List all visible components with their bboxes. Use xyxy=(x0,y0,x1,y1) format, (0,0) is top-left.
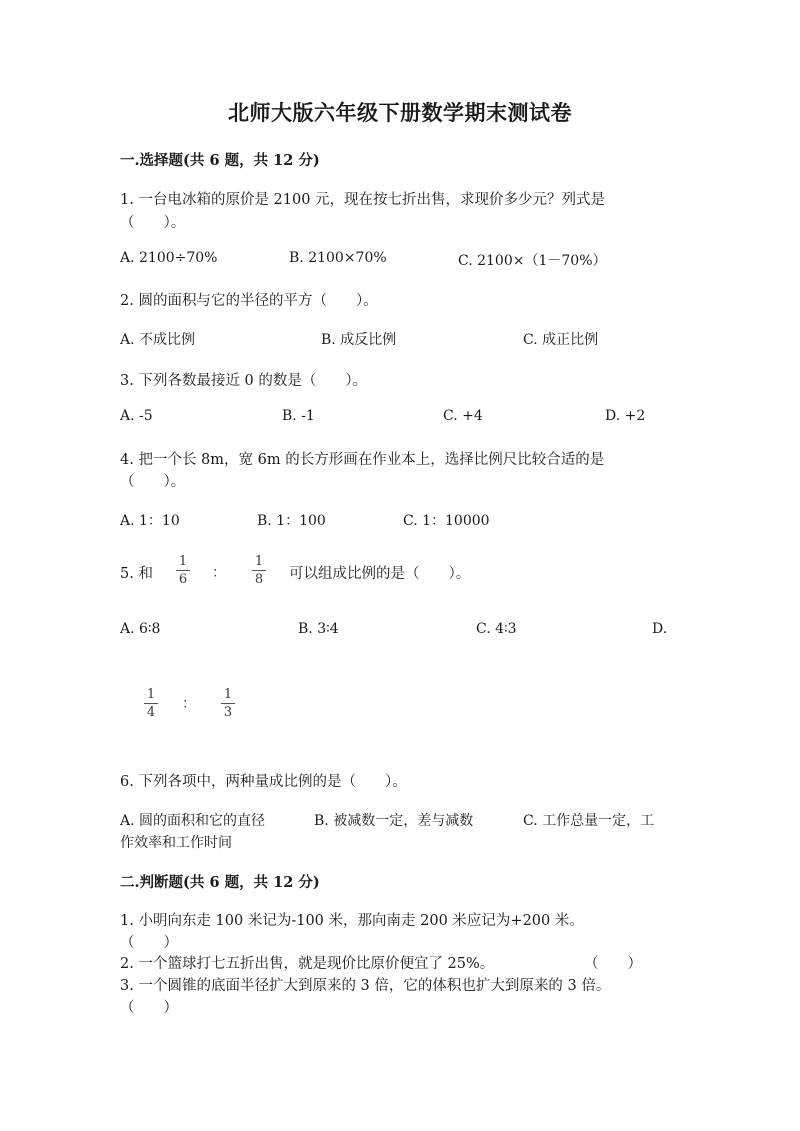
question-1-option-a: A. 2100÷70% xyxy=(120,250,218,266)
question-3-option-a: A. -5 xyxy=(120,408,153,424)
fraction-denominator: 3 xyxy=(223,705,233,720)
question-3-option-d: D. +2 xyxy=(605,408,646,424)
question-5-option-c: C. 4∶3 xyxy=(476,621,517,637)
fraction-denominator: 6 xyxy=(178,572,188,587)
question-1-option-b: B. 2100×70% xyxy=(289,250,387,266)
question-5-option-d: D. xyxy=(652,621,668,637)
fraction-bar xyxy=(252,570,266,571)
judgement-2-text: 2. 一个篮球打七五折出售，就是现价比原价便宜了 25%。 xyxy=(120,956,495,972)
question-4-line-2: （ ）。 xyxy=(120,474,186,490)
question-6-option-c: C. 工作总量一定，工 xyxy=(523,813,655,829)
question-6-text: 6. 下列各项中，两种量成比例的是（ ）。 xyxy=(120,774,407,790)
question-4-option-a: A. 1：10 xyxy=(120,513,180,529)
fraction-bar xyxy=(176,570,190,571)
question-5-colon: ： xyxy=(212,565,226,581)
question-5-prefix: 5. 和 xyxy=(120,566,153,582)
question-2-text: 2. 圆的面积与它的半径的平方（ ）。 xyxy=(120,293,378,309)
judgement-3-line-2: （ ） xyxy=(120,1000,178,1016)
question-5-option-b: B. 3∶4 xyxy=(298,621,339,637)
page-title: 北师大版六年级下册数学期末测试卷 xyxy=(228,100,572,125)
fraction-numerator: 1 xyxy=(254,554,264,569)
question-2-option-a: A. 不成比例 xyxy=(120,332,196,348)
fraction-denominator: 8 xyxy=(254,572,264,587)
section-heading-judgement: 二.判断题(共 6 题，共 12 分) xyxy=(120,874,320,891)
question-2-option-b: B. 成反比例 xyxy=(321,332,397,348)
question-3-option-b: B. -1 xyxy=(282,408,315,424)
question-3-text: 3. 下列各数最接近 0 的数是（ ）。 xyxy=(120,373,368,389)
question-5-option-d-fraction-2 xyxy=(218,687,238,720)
fraction-bar xyxy=(144,703,158,704)
question-1-line-1: 1. 一台电冰箱的原价是 2100 元，现在按七折出售，求现价多少元？列式是 xyxy=(120,192,606,208)
fraction-bar xyxy=(221,703,235,704)
question-6-option-a: A. 圆的面积和它的直径 xyxy=(120,813,266,829)
question-6-option-b: B. 被减数一定，差与减数 xyxy=(314,813,474,829)
question-4-option-b: B. 1：100 xyxy=(257,513,326,529)
judgement-1-line-2: （ ） xyxy=(120,935,178,951)
fraction-numerator: 1 xyxy=(223,687,233,702)
question-3-option-c: C. +4 xyxy=(443,408,483,424)
question-5-suffix: 可以组成比例的是（ ）。 xyxy=(289,566,471,582)
question-4-line-1: 4. 把一个长 8m，宽 6m 的长方形画在作业本上，选择比例尺比较合适的是 xyxy=(120,452,605,468)
question-2-option-c: C. 成正比例 xyxy=(523,332,599,348)
question-5-fraction-1 xyxy=(173,554,193,587)
question-5-option-d-fraction-1 xyxy=(141,687,161,720)
judgement-1-line-1: 1. 小明向东走 100 米记为-100 米，那向南走 200 米应记为+200 米。 xyxy=(120,913,584,929)
question-1-option-c: C. 2100×（1－70%） xyxy=(458,253,607,269)
question-1-line-2: （ ）。 xyxy=(120,215,186,231)
judgement-3-line-1: 3. 一个圆锥的底面半径扩大到原来的 3 倍，它的体积也扩大到原来的 3 倍。 xyxy=(120,978,611,994)
question-5-option-d-colon: ： xyxy=(182,696,196,712)
question-5-fraction-2 xyxy=(249,554,269,587)
question-5-option-a: A. 6∶8 xyxy=(120,621,161,637)
fraction-numerator: 1 xyxy=(146,687,156,702)
fraction-numerator: 1 xyxy=(178,554,188,569)
question-6-option-c-continued: 作效率和工作时间 xyxy=(120,835,232,851)
judgement-2-blank: （ ） xyxy=(584,956,642,972)
section-heading-choice: 一.选择题(共 6 题，共 12 分) xyxy=(120,152,320,169)
question-4-option-c: C. 1：10000 xyxy=(403,513,490,529)
fraction-denominator: 4 xyxy=(146,705,156,720)
